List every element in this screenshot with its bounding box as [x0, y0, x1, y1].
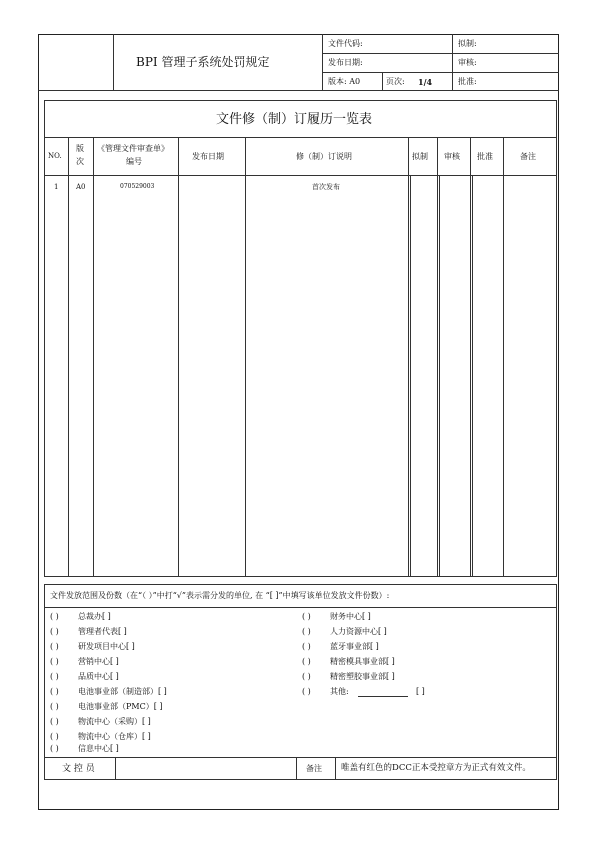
- dist-left-paren[interactable]: ( ): [50, 687, 59, 696]
- dist-left-name: 品质中心[ ]: [78, 672, 119, 681]
- dist-left-paren[interactable]: ( ): [50, 717, 59, 726]
- dist-right-paren[interactable]: ( ): [302, 672, 311, 681]
- dist-left-paren[interactable]: ( ): [50, 642, 59, 651]
- dist-left-name: 总裁办[ ]: [78, 612, 111, 621]
- version-label: 版本: A0: [328, 77, 361, 86]
- distribution-instruction: 文件发放范围及份数（在“（ ）”中打“√”表示需分发的单位, 在 “[ ]”中填写该单位发放文件份数）:: [50, 591, 390, 600]
- dist-left-name: 电池事业部（制造部）[ ]: [78, 687, 167, 696]
- footer-remarks-label: 备注: [306, 764, 322, 773]
- col-review-doc-1: 《管理文件审查单》: [97, 144, 169, 153]
- footer-remarks-text: 唯盖有红色的DCC正本受控章方为正式有效文件。: [341, 763, 531, 773]
- dist-right-name: 财务中心[ ]: [330, 612, 371, 621]
- dist-left-name: 管理者代表[ ]: [78, 627, 127, 636]
- dist-other-label: 其他:: [330, 687, 349, 696]
- dist-left-name: 物流中心（采购）[ ]: [78, 717, 151, 726]
- dist-left-paren[interactable]: ( ): [50, 672, 59, 681]
- dist-right-name: 人力资源中心[ ]: [330, 627, 387, 636]
- history-title: 文件修（制）订履历一览表: [216, 112, 373, 127]
- col-review: 审核: [444, 152, 460, 161]
- doc-code-label: 文件代码:: [328, 39, 363, 48]
- dist-left-paren[interactable]: ( ): [50, 702, 59, 711]
- col-version-2: 次: [76, 157, 84, 166]
- dist-right-paren[interactable]: ( ): [302, 612, 311, 621]
- dist-right-paren[interactable]: ( ): [302, 642, 311, 651]
- dist-left-name: 电池事业部（PMC）[ ]: [78, 702, 163, 711]
- col-description: 修（制）订说明: [296, 152, 352, 161]
- col-release-date: 发布日期: [192, 152, 224, 161]
- draft-label: 拟制:: [458, 39, 477, 48]
- dist-left-paren[interactable]: ( ): [50, 657, 59, 666]
- dist-left-name: 营销中心[ ]: [78, 657, 119, 666]
- col-remarks: 备注: [520, 152, 536, 161]
- dist-other-blank[interactable]: [358, 696, 408, 697]
- row-no: 1: [54, 183, 59, 191]
- page-value: 1/4: [418, 77, 433, 87]
- dist-other-bracket[interactable]: [ ]: [416, 687, 425, 696]
- doc-control-label: 文 控 员: [62, 764, 95, 774]
- page-label: 页次:: [386, 77, 405, 86]
- dist-left-name: 研发项目中心[ ]: [78, 642, 135, 651]
- document-title: BPI 管理子系统处罚规定: [136, 55, 270, 69]
- doc-control-field[interactable]: [116, 758, 295, 779]
- dist-left-paren[interactable]: ( ): [50, 744, 59, 753]
- dist-right-paren[interactable]: ( ): [302, 627, 311, 636]
- col-version-1: 版: [76, 144, 84, 153]
- dist-other-paren[interactable]: ( ): [302, 687, 311, 696]
- dist-right-name: 蓝牙事业部[ ]: [330, 642, 379, 651]
- row-review-doc-no: 070529003: [120, 183, 155, 190]
- row-version: A0: [76, 183, 86, 191]
- dist-left-name: 物流中心（仓库）[ ]: [78, 732, 151, 741]
- release-date-label: 发布日期:: [328, 58, 363, 67]
- col-draft: 拟制: [412, 152, 428, 161]
- review-label: 审核:: [458, 58, 477, 67]
- col-no: NO.: [48, 152, 62, 160]
- approve-label: 批准:: [458, 77, 477, 86]
- dist-right-paren[interactable]: ( ): [302, 657, 311, 666]
- dist-right-name: 精密塑胶事业部[ ]: [330, 672, 395, 681]
- col-review-doc-2: 编号: [126, 157, 142, 166]
- dist-left-paren[interactable]: ( ): [50, 612, 59, 621]
- dist-left-paren[interactable]: ( ): [50, 627, 59, 636]
- dist-left-paren[interactable]: ( ): [50, 732, 59, 741]
- dist-left-name: 信息中心[ ]: [78, 744, 119, 753]
- row-description: 首次发布: [312, 183, 340, 191]
- col-approve: 批准: [477, 152, 493, 161]
- dist-right-name: 精密模具事业部[ ]: [330, 657, 395, 666]
